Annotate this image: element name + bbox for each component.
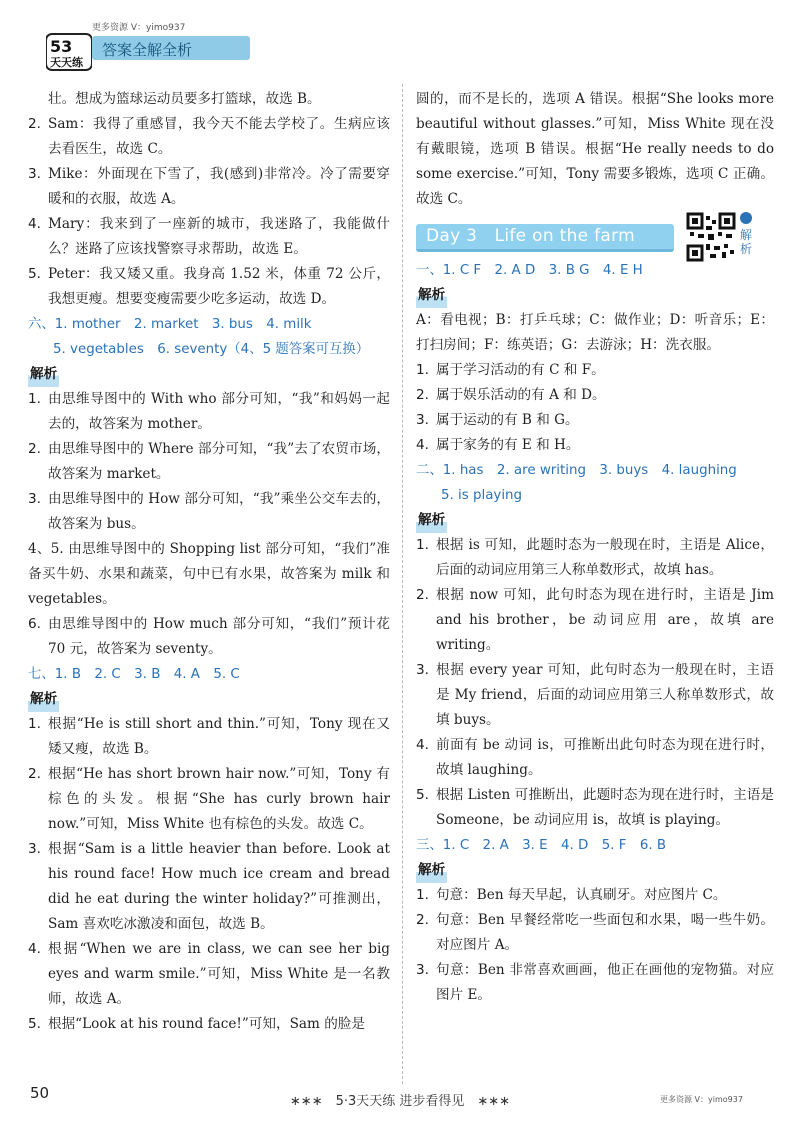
list-item: 2. 属于娱乐活动的有 A 和 D。	[416, 387, 606, 403]
answer-line: 三、1. C 2. A 3. E 4. D 5. F 6. B	[416, 838, 667, 853]
list-item: 5. Peter：我又矮又重。我身高 1.52 米，体重 72 公斤，我想更瘦。想要变瘦需要少吃多运动，故选 D。	[28, 266, 390, 307]
list-item: 2. 根据“He has short brown hair now.”可知，Tony 有棕色的头发。根据“She has curly brown hair now.”可知，Miss White 也有棕色的头发。故选 C。	[28, 766, 390, 832]
list-item: 4. 属于家务的有 E 和 H。	[416, 437, 580, 453]
column-divider	[402, 84, 403, 1084]
analysis-label: 解析	[416, 283, 447, 308]
list-item: 3. 由思维导图中的 How 部分可知，“我”乘坐公交车去的，故答案为 bus。	[28, 491, 390, 532]
analysis-label: 解析	[28, 687, 59, 712]
footer-slogan: ∗∗∗ 5·3天天练 进步看得见 ∗∗∗	[289, 1094, 511, 1109]
list-item: 6. 由思维导图中的 How much 部分可知，“我们”预计花 70 元，故答案为 seventy。	[28, 616, 390, 657]
list-item: 4、5. 由思维导图中的 Shopping list 部分可知，“我们”准备买牛奶、水果和蔬菜，句中已有水果，故答案为 milk 和 vegetables。	[28, 541, 390, 607]
header	[40, 14, 300, 74]
page-number: 50	[30, 1084, 50, 1102]
answer-line: 一、1. C F 2. A D 3. B G 4. E H	[416, 263, 643, 278]
list-item: 2. 由思维导图中的 Where 部分可知，“我”去了农贸市场，故答案为 market。	[28, 441, 390, 482]
header-banner	[92, 36, 250, 60]
list-item: 3. 句意：Ben 非常喜欢画画，他正在画他的宠物猫。对应图片 E。	[416, 962, 774, 1003]
qr-label: 解析	[740, 228, 753, 256]
answer-line: 5. vegetables 6. seventy（4、5 题答案可互换）	[53, 342, 370, 357]
list-item: 1. 属于学习活动的有 C 和 F。	[416, 362, 605, 378]
answer-line: 5. is playing	[441, 488, 523, 503]
list-item: 4. 前面有 be 动词 is，可推断出此句时态为现在进行时，故填 laughing。	[416, 737, 774, 778]
header-note: 更多资源 V：yimo937	[92, 23, 186, 33]
analysis-label: 解析	[416, 508, 447, 533]
qr-code-icon[interactable]	[686, 212, 736, 262]
list-item: 3. Mike：外面现在下雪了，我(感到)非常冷。冷了需要穿暖和的衣服，故选 A。	[28, 166, 390, 207]
list-item: 2. 句意：Ben 早餐经常吃一些面包和水果，喝一些牛奶。对应图片 A。	[416, 912, 774, 953]
footer-note: 更多资源 V：yimo937	[660, 1095, 743, 1104]
right-column	[416, 87, 774, 1008]
list-item: 1. 句意：Ben 每天早起，认真刷牙。对应图片 C。	[416, 887, 727, 903]
list-item: 2. 根据 now 可知，此句时态为现在进行时，主语是 Jim and his brother，be 动词应用 are，故填 are writing。	[416, 587, 774, 653]
analysis-label: 解析	[416, 858, 447, 883]
list-item: 1. 根据 is 可知，此题时态为一般现在时，主语是 Alice，后面的动词应用第三人称单数形式，故填 has。	[416, 537, 774, 578]
list-item: 4. 根据“When we are in class, we can see her big eyes and warm smile.”可知，Miss White 是一名教师，故选 A。	[28, 941, 390, 1007]
answer-line: 六、1. mother 2. market 3. bus 4. milk	[28, 317, 312, 332]
list-item: 1. 根据“He is still short and thin.”可知，Tony 现在又矮又瘦，故选 B。	[28, 716, 390, 757]
day-banner	[416, 220, 753, 256]
list-item: 3. 根据 every year 可知，此句时态为一般现在时，主语是 My friend，后面的动词应用第三人称单数形式，故填 buys。	[416, 662, 774, 728]
analysis-label: 解析	[28, 362, 59, 387]
answer-line: 二、1. has 2. are writing 3. buys 4. laughing	[416, 463, 737, 478]
answer-line: 七、1. B 2. C 3. B 4. A 5. C	[28, 667, 240, 682]
list-item: 1. 由思维导图中的 With who 部分可知，“我”和妈妈一起去的，故答案为 mother。	[28, 391, 390, 432]
list-item: 3. 属于运动的有 B 和 G。	[416, 412, 579, 428]
list-item: 2. Sam：我得了重感冒，我今天不能去学校了。生病应该去看医生，故选 C。	[28, 116, 390, 157]
logo-icon	[46, 32, 92, 72]
list-item: 5. 根据“Look at his round face!”可知，Sam 的脸是	[28, 1016, 365, 1032]
list-item: 4. Mary：我来到了一座新的城市，我迷路了，我能做什么？迷路了应该找警察寻求帮助，故选 E。	[28, 216, 390, 257]
paragraph: 圆的，而不是长的，选项 A 错误。根据“She looks more beautiful without glasses.”可知，Miss White 现在没有戴眼镜，选项 B 错误。根据“He really needs to do some exercise.”可知，Tony 需要多锻炼，选项 C 正确。故选 C。	[416, 91, 774, 207]
play-icon[interactable]	[740, 212, 752, 224]
header-banner-text: 答案全解全析	[102, 41, 193, 59]
day-title: Day 3 Life on the farm	[426, 226, 635, 246]
paragraph: A：看电视；B：打乒乓球；C：做作业；D：听音乐；E：打扫房间；F：练英语；G：去游泳；H：洗衣服。	[416, 312, 774, 353]
svg-text:天天练: 天天练	[50, 56, 83, 69]
svg-text:53: 53	[50, 37, 73, 56]
list-item: 5. 根据 Listen 可推断出，此题时态为现在进行时，主语是 Someone，be 动词应用 is，故填 is playing。	[416, 787, 774, 828]
list-item: 3. 根据“Sam is a little heavier than before. Look at his round face! How much ice cream and bread did he eat during the winter holiday?”可推测出，Sam 喜欢吃冰激凌和面包，故选 B。	[28, 841, 390, 932]
paragraph: 壮。想成为篮球运动员要多打篮球，故选 B。	[48, 91, 321, 107]
left-column	[28, 87, 390, 1037]
